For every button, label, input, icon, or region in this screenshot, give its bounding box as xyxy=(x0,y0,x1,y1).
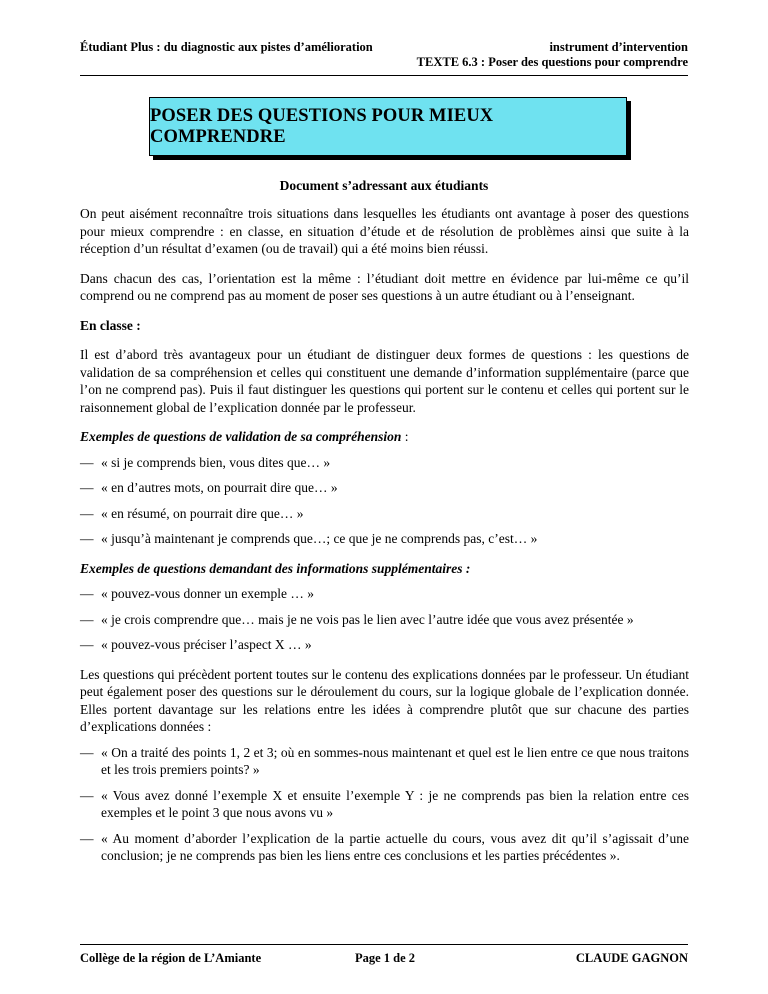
footer-institution: Collège de la région de L’Amiante xyxy=(80,951,262,965)
validation-heading-colon: : xyxy=(401,429,409,444)
list-item-text: « en d’autres mots, on pourrait dire que… » xyxy=(101,480,338,495)
list-item xyxy=(80,479,689,497)
info-examples-heading: Exemples de questions demandant des informations supplémentaires : xyxy=(80,560,471,576)
list-item xyxy=(80,787,689,822)
header-divider xyxy=(80,75,688,76)
header-right-line1: instrument d’intervention xyxy=(549,40,688,54)
page-title: POSER DES QUESTIONS POUR MIEUX COMPRENDRE xyxy=(150,105,494,147)
validation-examples-heading xyxy=(80,428,689,446)
list-item xyxy=(80,636,689,654)
list-item xyxy=(80,585,689,603)
validation-heading-text: Exemples de questions de validation de sa compréhension xyxy=(80,429,402,444)
list-item-text: « pouvez-vous préciser l’aspect X … » xyxy=(101,637,312,652)
section-heading: En classe : xyxy=(80,317,141,333)
list-item-text: « si je comprends bien, vous dites que… » xyxy=(101,454,331,470)
dash-bullet: — xyxy=(80,637,94,652)
dash-bullet: — xyxy=(80,830,94,846)
list-item-text: « Vous avez donné l’exemple X et ensuite l’exemple Y : je ne comprends pas bien la relation entre ces exemples et le point 3 que nous avons vu » xyxy=(101,787,689,820)
list-item xyxy=(80,505,689,523)
list-item xyxy=(80,530,689,548)
list-item-text: « Au moment d’aborder l’explication de la partie actuelle du cours, vous avez dit qu’il s’agissait d’une conclusion; je ne comprends pas bien les liens entre ces conclusions et les parties précédentes ». xyxy=(101,830,689,863)
list-item-text: « je crois comprendre que… mais je ne vois pas le lien avec l’autre idée que vous avez présentée » xyxy=(101,611,634,627)
dash-bullet: — xyxy=(80,611,94,627)
list-item xyxy=(80,611,689,629)
dash-bullet: — xyxy=(80,586,94,601)
page-subtitle: Document s’adressant aux étudiants xyxy=(279,178,489,193)
list-item-text: « en résumé, on pourrait dire que… » xyxy=(101,505,304,521)
structure-paragraph: Les questions qui précèdent portent toutes sur le contenu des explications données par le professeur. Un étudiant peut également poser des questions sur le déroulement du cours, sur la logique globale de l’explication donnée. Elles portent davantage sur les relations entre les idées à comprendre plutôt que sur chacune des parties d’explications données : xyxy=(80,666,689,734)
intro-paragraph-1: On peut aisément reconnaître trois situations dans lesquelles les étudiants ont avantage à poser des questions pour mieux comprendre : en classe, en situation d’étude et de résolution de problèmes ainsi que suite à la réception d’un résultat d’examen (ou de travail) qui a été moins bien réussi. xyxy=(80,206,689,256)
list-item xyxy=(80,830,689,865)
dash-bullet: — xyxy=(80,505,94,521)
title-box xyxy=(149,97,627,156)
header-right-line2: TEXTE 6.3 : Poser des questions pour comprendre xyxy=(416,55,688,69)
footer-divider xyxy=(80,944,688,945)
list-item xyxy=(80,744,689,779)
list-item-text: « jusqu’à maintenant je comprends que…; ce que je ne comprends pas, c’est… » xyxy=(101,531,538,546)
dash-bullet: — xyxy=(80,480,94,495)
dash-bullet: — xyxy=(80,744,94,760)
footer-page-number: Page 1 de 2 xyxy=(355,951,416,965)
document-body xyxy=(80,205,689,865)
header-left-text: Étudiant Plus : du diagnostic aux pistes d’amélioration xyxy=(80,40,373,54)
dash-bullet: — xyxy=(80,531,94,546)
list-item-text: « pouvez-vous donner un exemple … » xyxy=(101,586,314,601)
dash-bullet: — xyxy=(80,787,94,803)
section-paragraph: Il est d’abord très avantageux pour un étudiant de distinguer deux formes de questions : les questions de validation de sa compréhension et celles qui constituent une demande d’information supplémentaire (parce que l’on ne comprend pas). Puis il faut distinguer les questions qui portent sur le contenu et celles qui portent sur le raisonnement global de l’explication donnée par le professeur. xyxy=(80,347,689,415)
header-right xyxy=(417,40,688,70)
list-item xyxy=(80,454,689,472)
list-item-text: « On a traité des points 1, 2 et 3; où en sommes-nous maintenant et quel est le lien entre ce que nous traitons et les trois premiers points? » xyxy=(101,744,689,777)
footer-author: CLAUDE GAGNON xyxy=(575,951,688,965)
intro-paragraph-2: Dans chacun des cas, l’orientation est la même : l’étudiant doit mettre en évidence par lui-même ce qu’il comprend ou ne comprend pas au moment de poser ses questions à un autre étudiant ou à l’enseignant. xyxy=(80,270,689,303)
dash-bullet: — xyxy=(80,454,94,470)
